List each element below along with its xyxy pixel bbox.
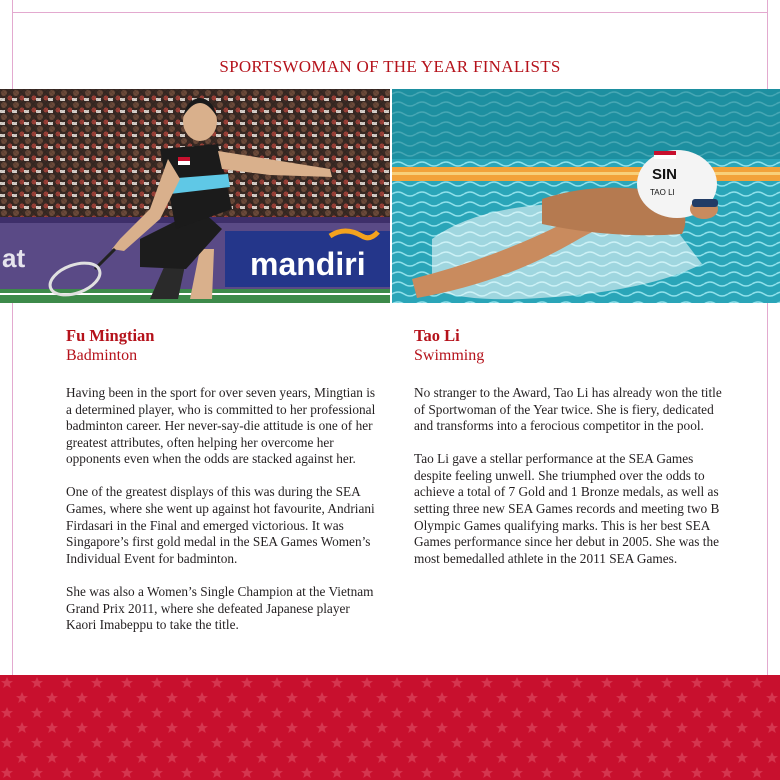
bio-paragraph: No stranger to the Award, Tao Li has already won the title of Sportwoman of the Year twice. She is fiery, dedicated and transforms into a ferocious competitor in the pool.	[414, 385, 722, 434]
banner-text-left: at	[2, 243, 26, 273]
lane-rope	[392, 167, 780, 181]
cap-text: SIN	[652, 166, 678, 183]
finalist-name: Fu Mingtian	[66, 326, 155, 345]
bio-paragraph: She was also a Women’s Single Champion at the Vietnam Grand Prix 2011, where she defeated Japanese player Kaori Imabeppu to take the title.	[66, 583, 374, 633]
badminton-photo	[0, 89, 390, 303]
cap-name: TAO LI	[650, 188, 675, 197]
finalist-sport: Swimming	[414, 347, 485, 364]
finalist-sport: Badminton	[66, 347, 138, 364]
finalist-name: Tao Li	[414, 326, 460, 345]
banner-text: mandiri	[250, 246, 366, 282]
swimming-photo	[392, 89, 780, 303]
bio-paragraph: One of the greatest displays of this was during the SEA Games, where she went up against hot favourite, Andriani Firdasari in the Final and emerged victorious. It was Singapore’s first gold medal in the SEA Games Women’s Individual Event for badminton.	[66, 484, 375, 566]
bio-paragraph: Tao Li gave a stellar performance at the SEA Games despite feeling unwell. She triumphed over the odds to achieve a total of 7 Gold and 1 Bronze medals, as well as setting three new SEA Games records and meeting two B Olympic Games qualifying marks. This is her best SEA Games performance since her debut in 2005. She was the most bemedalled athlete in the 2011 SEA Games.	[414, 451, 720, 566]
bio-paragraph: Having been in the sport for over seven years, Mingtian is a determined player, who is committed to her professional badminton career. Her never-say-die attitude is one of her greatest attributes, often helping her overcome her opponents even when the odds are stacked against her.	[66, 385, 376, 467]
finalist-tao-li	[414, 326, 724, 584]
frame-top-line	[12, 12, 768, 13]
page-title: SPORTSWOMAN OF THE YEAR FINALISTS	[219, 57, 561, 76]
star-pattern-band	[0, 675, 780, 780]
finalist-fu-mingtian	[66, 326, 376, 650]
